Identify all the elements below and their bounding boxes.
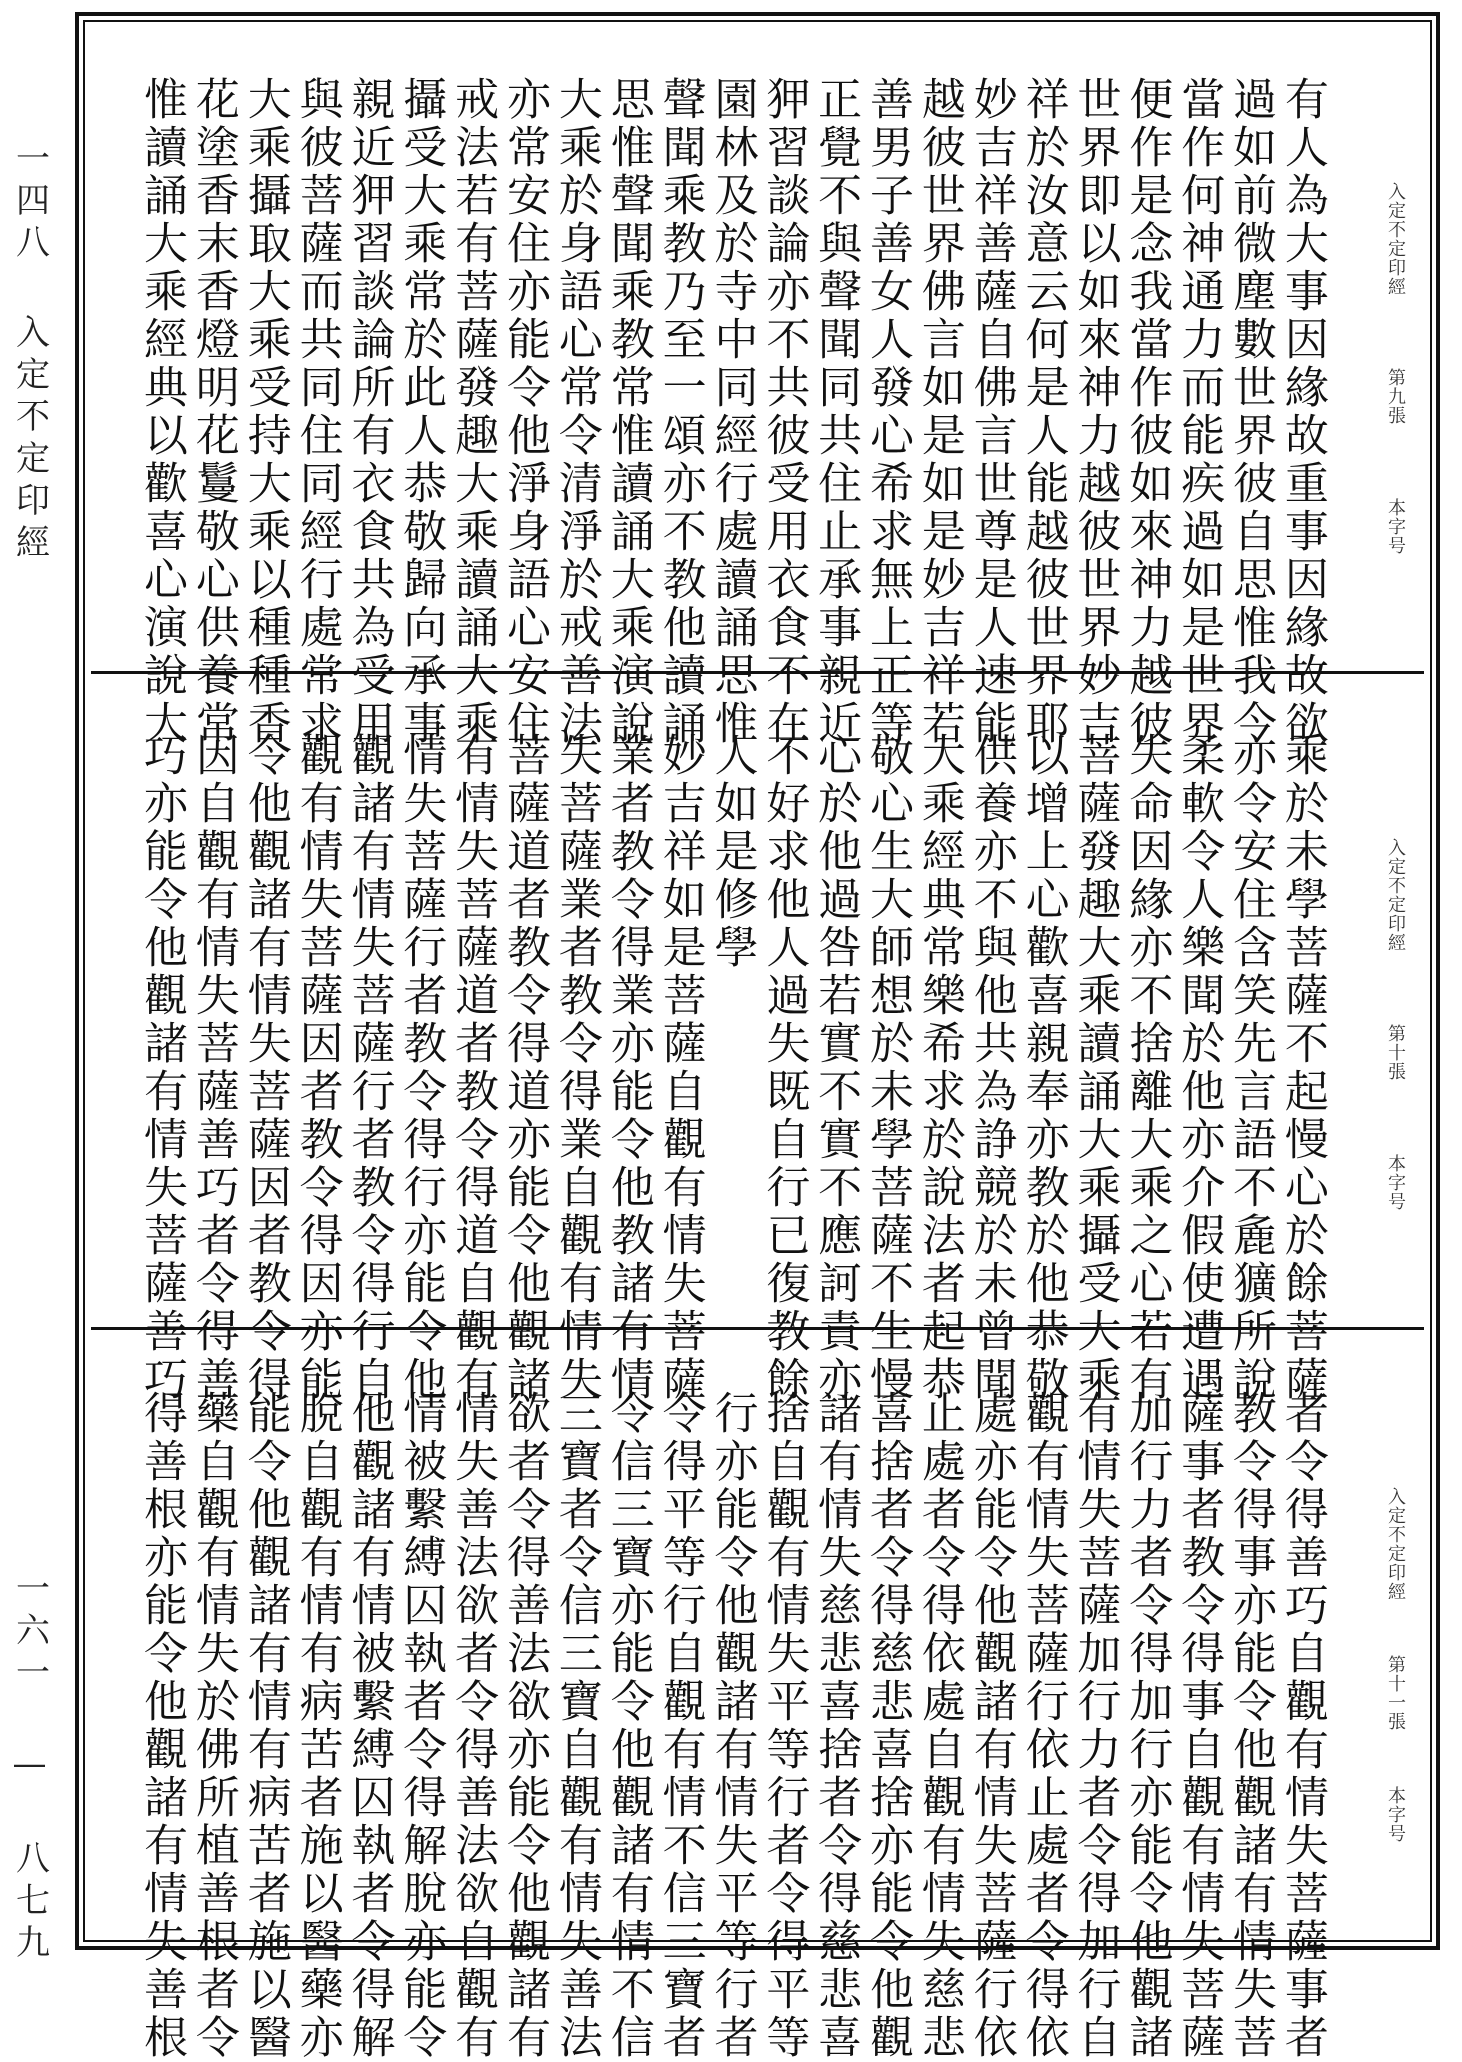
panel-2 [91,682,1424,1404]
text-column: 捨自觀有情失平等行者令得平等 [758,1390,810,2062]
margin-note: 第十一張 [1385,1655,1406,1732]
text-column: 大乘於身語心常令清淨於戒善法 [550,76,602,748]
text-column: 者令得善巧自觀有情失菩薩事者 [1276,1390,1328,2062]
text-column: 亦常安住亦能令他淨身語心安住 [499,76,551,748]
text-column: 行亦能令他觀諸有情失平等行者 [706,1390,758,2062]
text-column: 得善根亦能令他觀諸有情失善根 [136,1390,187,2062]
text-column: 親近狎習談論所有衣食共為受用 [343,76,395,748]
text-column: 妙吉祥善薩自佛言世尊是人速能 [965,76,1017,748]
side-title-text: 一四八 入定不定印經 [9,140,50,566]
text-column: 敬心生大師想於未學菩薩不生慢 [862,732,914,1404]
text-column: 大乘攝取大乘受持大乘以種種香 [239,76,291,748]
text-column: 三寶者令信三寶自觀有情失善法 [550,1390,602,2062]
text-column: 喜捨者令得慈悲喜捨亦能令他觀 [862,1390,914,2062]
text-column: 加行力者令得加行亦能令他觀諸 [1121,1390,1173,2062]
text-column: 與彼菩薩而共同住同經行處常求 [291,76,343,748]
text-column: 過如前微塵數世界彼自思惟我今 [1225,76,1277,748]
text-column: 惟讀誦大乘經典以歡喜心演說大 [136,76,187,748]
text-column: 祥於汝意云何是人能越彼世界耶 [1017,76,1069,748]
text-column: 供養亦不與他共為諍競於未曾聞 [965,732,1017,1404]
margin-note: 第十張 [1385,1024,1406,1082]
margin-note: 入定不定印經 [1385,182,1406,297]
text-column: 世界即以如來神力越彼世界妙吉 [1069,76,1121,748]
text-column: 觀有情失菩薩行依止處者令得依 [1017,1390,1069,2062]
text-column: 菩薩道者教令得道亦能令他觀諸 [499,732,551,1404]
text-column: 花塗香末香燈明花鬘敬心供養常 [187,76,239,748]
text-column: 妙吉祥如是菩薩自觀有情失菩薩 [654,732,706,1404]
text-column: 攝受大乘常於此人恭敬歸向承事 [395,76,447,748]
text-column: 大乘經典常樂希求於說法者起恭 [913,732,965,1404]
text-column: 當作何神通力而能疾過如是世界 [1173,76,1225,748]
text-column: 狎習談論亦不共彼受用衣食不在 [758,76,810,748]
text-column: 能令他觀諸有情有病苦者施以醫 [239,1390,291,2062]
text-column: 乘於未學菩薩不起慢心於餘菩薩 [1276,732,1328,1404]
panel-1-columns [136,76,1328,748]
text-column: 有人為大事因緣故重事因緣故欲 [1276,76,1328,748]
text-column: 亦令安住含笑先言語不麁獷所說 [1225,732,1277,1404]
text-column: 有情失菩薩加行力者令得加行自 [1069,1390,1121,2062]
text-column: 人如是修學 [706,732,758,972]
text-column: 觀有情失菩薩因者教令得因亦能 [291,732,343,1404]
panel-3-margin [1382,1340,1408,1950]
text-column: 情被繫縛囚執者令得解脫亦能令 [395,1390,447,2062]
text-column: 令得平等行自觀有情不信三寶者 [654,1390,706,2062]
text-column: 正覺不與聲聞同共住止承事親近 [810,76,862,748]
text-column: 令他觀諸有情失菩薩因者教令得 [239,732,291,1404]
text-column: 處亦能令他觀諸有情失菩薩行依 [965,1390,1017,2062]
panel-1-margin [1382,26,1408,671]
text-column: 心於他過咎若實不實不應訶責亦 [810,732,862,1404]
text-column: 失命因緣亦不捨離大乘之心若有 [1121,732,1173,1404]
margin-note: 本字号 [1385,1153,1406,1211]
text-column: 巧亦能令他觀諸有情失菩薩善巧 [136,732,187,1404]
text-column: 因自觀有情失菩薩善巧者令得善 [187,732,239,1404]
text-column: 他觀諸有情被繫縛囚執者令得解 [343,1390,395,2062]
text-column: 止處者令得依處自觀有情失慈悲 [913,1390,965,2062]
text-column: 思惟聲聞乘教常惟讀誦大乘演說 [602,76,654,748]
text-column: 以增上心歡喜親奉亦教於他恭敬 [1017,732,1069,1404]
text-column: 菩薩發趣大乘讀誦大乘攝受大乘 [1069,732,1121,1404]
text-column: 薩事者教令得事自觀有情失菩薩 [1173,1390,1225,2062]
text-column: 藥自觀有情失於佛所植善根者令 [187,1390,239,2062]
text-column: 柔軟令人樂聞於他亦介假使遭遇 [1173,732,1225,1404]
margin-note: 入定不定印經 [1385,1487,1406,1602]
panel-3 [91,1340,1424,2062]
margin-note: 第九張 [1385,368,1406,426]
text-column: 脫自觀有情有病苦者施以醫藥亦 [291,1390,343,2062]
text-column: 令信三寶亦能令他觀諸有情不信 [602,1390,654,2062]
text-column: 不好求他人過失既自行已復教餘 [758,732,810,1404]
text-column: 諸有情失慈悲喜捨者令得慈悲喜 [810,1390,862,2062]
text-column: 聲聞乘教乃至一頌亦不教他讀誦 [654,76,706,748]
panel-2-columns [136,732,1328,1404]
margin-note: 入定不定印經 [1385,838,1406,953]
margin-note: 本字号 [1385,497,1406,555]
text-column: 情失菩薩行者教令得行亦能令他 [395,732,447,1404]
text-column: 業者教令得業亦能令他教諸有情 [602,732,654,1404]
text-column: 情失善法欲者令得善法欲自觀有 [447,1390,499,2062]
text-column: 善男子善女人發心希求無上正等 [862,76,914,748]
text-column: 便作是念我當作彼如來神力越彼 [1121,76,1173,748]
text-column: 欲者令得善法欲亦能令他觀諸有 [499,1390,551,2062]
text-column: 失菩薩業者教令得業自觀有情失 [550,732,602,1404]
panel-1 [91,26,1424,748]
panel-3-columns [136,1390,1328,2062]
text-column: 越彼世界佛言如是如是妙吉祥若 [913,76,965,748]
page-frame-inner [83,20,1432,2062]
text-column: 戒法若有菩薩發趣大乘讀誦大乘 [447,76,499,748]
side-page-number [0,1570,60,1966]
text-column: 教令得事亦能令他觀諸有情失菩 [1225,1390,1277,2062]
side-title [0,140,60,566]
text-column: 觀諸有情失菩薩行者教令得行自 [343,732,395,1404]
panel-2-margin [1382,682,1408,1327]
text-column: 有情失菩薩道者教令得道自觀有 [447,732,499,1404]
text-column: 園林及於寺中同經行處讀誦思惟 [706,76,758,748]
side-page-text: 一六一 — 八七九 [9,1570,50,1966]
page-frame [75,12,1440,2062]
margin-note: 本字号 [1385,1785,1406,1843]
